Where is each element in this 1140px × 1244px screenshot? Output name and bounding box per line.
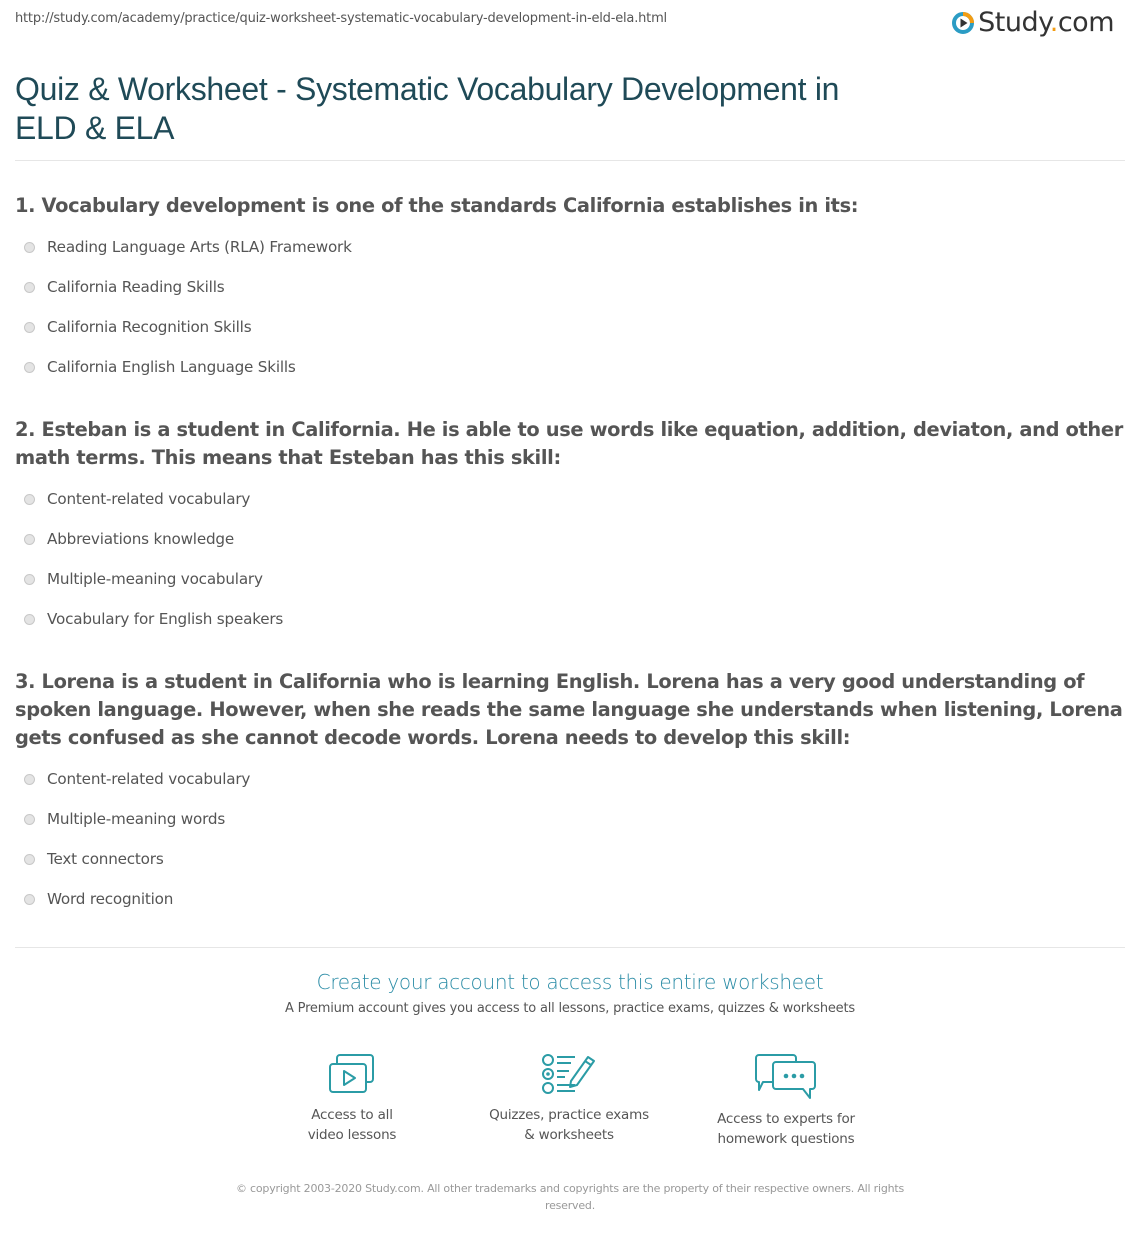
q2-option-1[interactable] [24,487,250,511]
q2-option-2[interactable] [24,527,234,551]
q2-option-4[interactable] [24,607,283,631]
cta-divider [15,947,1125,948]
radio-button[interactable] [24,894,35,905]
logo-suffix: com [1057,7,1114,38]
radio-button[interactable] [24,362,35,373]
radio-button[interactable] [24,242,35,253]
page-url: http://study.com/academy/practice/quiz-worksheet-systematic-vocabulary-development-in-eld-ela.html [15,11,667,26]
q3-option-2[interactable] [24,807,225,831]
feature-label-line1: Quizzes, practice exams [489,1107,649,1123]
radio-button[interactable] [24,322,35,333]
radio-button[interactable] [24,614,35,625]
q1-option-3[interactable] [24,315,251,339]
video-lessons-icon [326,1052,378,1096]
question-2: 2. Esteban is a student in California. He is able to use words like equation, addition, deviaton, and other math terms. This means that Esteban has this skill: [15,418,1123,469]
title-divider [15,160,1125,161]
radio-button[interactable] [24,814,35,825]
feature-label [696,1109,876,1149]
radio-button[interactable] [24,774,35,785]
cta-subtitle: A Premium account gives you access to all lessons, practice exams, quizzes & worksheets [285,1001,855,1016]
feature-label-line2: video lessons [307,1127,397,1143]
q3-option-4[interactable] [24,887,173,911]
option-label: Text connectors [47,850,164,868]
study-com-logo[interactable] [951,8,1114,38]
feature-label-line1: Access to experts for [717,1111,855,1127]
option-label: Content-related vocabulary [47,490,251,508]
quiz-checklist-icon [541,1052,597,1096]
radio-button[interactable] [24,282,35,293]
logo-name: Study [978,7,1050,38]
chat-bubbles-icon [754,1052,818,1100]
option-label: Word recognition [47,890,174,908]
feature-label-line2: homework questions [717,1131,855,1147]
q1-option-2[interactable] [24,275,224,299]
feature-label-line1: Access to all [311,1107,393,1123]
option-label: California Recognition Skills [47,318,252,336]
feature-label [479,1105,659,1145]
feature-label-line2: & worksheets [524,1127,614,1143]
page-title: Quiz & Worksheet - Systematic Vocabulary Development in ELD & ELA [15,71,840,146]
q2-option-3[interactable] [24,567,263,591]
option-label: Reading Language Arts (RLA) Framework [47,238,352,256]
radio-button[interactable] [24,574,35,585]
radio-button[interactable] [24,494,35,505]
option-label: Vocabulary for English speakers [47,610,284,628]
q1-option-1[interactable] [24,235,352,259]
question-3: 3. Lorena is a student in California who is learning English. Lorena has a very good understanding of spoken language. However, when she reads the same language she understands when listening, Lorena gets confused as she cannot decode words. Lorena needs to develop this skill: [15,670,1123,749]
radio-button[interactable] [24,854,35,865]
option-label: Abbreviations knowledge [47,530,234,548]
option-label: Content-related vocabulary [47,770,251,788]
radio-button[interactable] [24,534,35,545]
logo-wordmark [978,8,1114,38]
q1-option-4[interactable] [24,355,296,379]
option-label: California English Language Skills [47,358,296,376]
feature-video-lessons [262,1052,442,1145]
study-play-logo-icon [951,11,975,35]
option-label: Multiple-meaning words [47,810,226,828]
logo-dot: . [1049,7,1058,38]
question-1: 1. Vocabulary development is one of the standards California establishes in its: [15,194,859,217]
q3-option-3[interactable] [24,847,164,871]
option-label: Multiple-meaning vocabulary [47,570,263,588]
feature-label [262,1105,442,1145]
feature-experts [696,1052,876,1149]
cta-title-link[interactable]: Create your account to access this entire worksheet [316,970,824,994]
feature-quizzes [479,1052,659,1145]
copyright-notice: © copyright 2003-2020 Study.com. All other trademarks and copyrights are the property of their respective owners. All rights reserved. [235,1182,905,1212]
q3-option-1[interactable] [24,767,250,791]
option-label: California Reading Skills [47,278,225,296]
